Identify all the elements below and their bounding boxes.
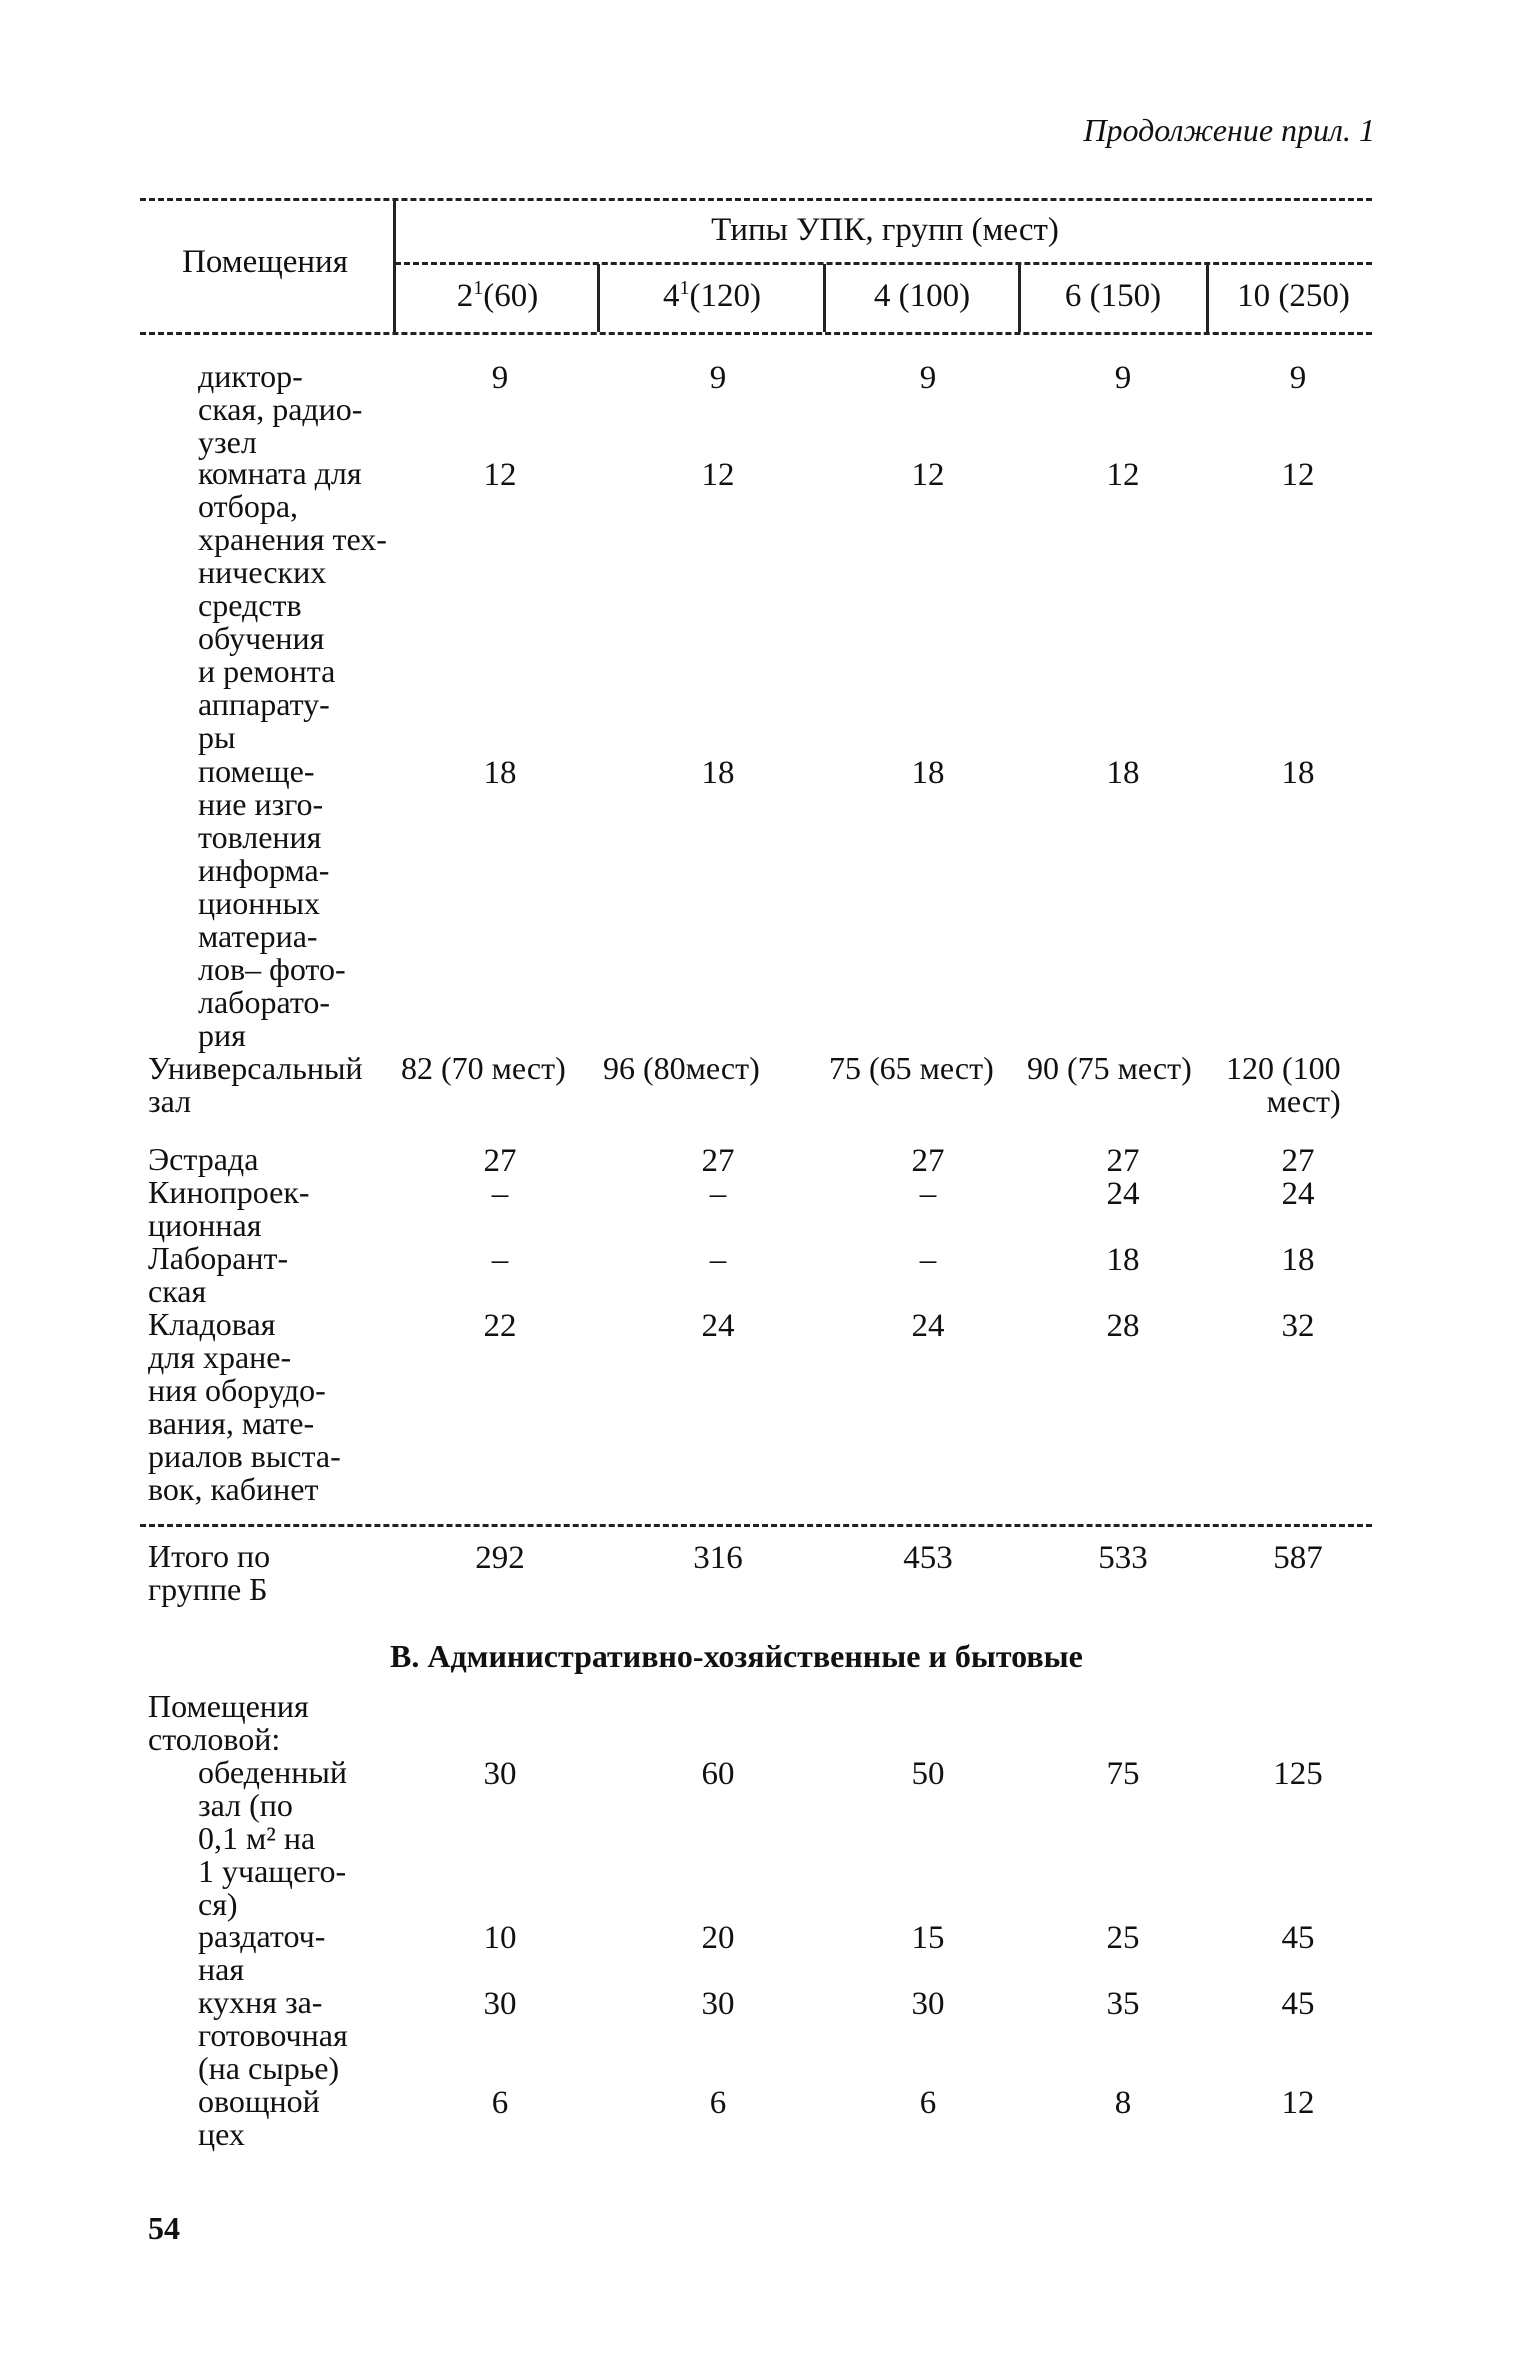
cell-value: 60 [701,1756,735,1792]
row-label: обеденный зал (по 0,1 м² на 1 учащего- ся) [198,1754,347,1922]
cell-value: – [491,1242,509,1278]
row-label: Кладовая для хране- ния оборудо- вания, мате- риалов выста- вок, кабинет [148,1306,341,1507]
cell-value: 27 [483,1143,517,1179]
header-top-rule [140,198,1372,201]
cell-value: 24 [1281,1176,1315,1212]
cell-value: 9 [1114,360,1132,396]
cell-value: 27 [701,1143,735,1179]
cell-value: 30 [911,1986,945,2022]
column-header: $4^1(120)$ [663,277,761,314]
cell-value: 50 [911,1756,945,1792]
types-header: Типы УПК, групп (мест) [711,212,1059,248]
cell-value: 6 [919,2085,937,2121]
cell-value: 12 [911,457,945,493]
cell-value: 18 [483,755,517,791]
column-header: 4 (100) [873,278,971,314]
cell-value: 12 [1106,457,1140,493]
cell-value: 12 [1281,2085,1315,2121]
row-label: Универсальный зал [148,1050,363,1119]
cell-value: 18 [1106,1242,1140,1278]
cell-value: 125 [1273,1756,1323,1792]
total-value: 533 [1098,1540,1148,1576]
col-divider [393,200,396,332]
cell-value: 12 [483,457,517,493]
cell-value: 10 [483,1920,517,1956]
cell-value: 45 [1281,1986,1315,2022]
cell-value: 90 (75 мест) [1027,1050,1192,1086]
cell-value: 18 [1106,755,1140,791]
continuation-note: Продолжение прил. 1 [1083,112,1375,148]
cell-value: 28 [1106,1308,1140,1344]
cell-value: – [709,1242,727,1278]
total-label: Итого по группе Б [148,1538,271,1607]
cell-value: 18 [1281,755,1315,791]
row-label: овощной цех [198,2083,320,2152]
cell-value: 75 [1106,1756,1140,1792]
cell-value: – [491,1176,509,1212]
column-header: 6 (150) [1064,278,1162,314]
cell-value: 30 [483,1756,517,1792]
cell-value: 120 (100 мест) [1226,1050,1341,1119]
col-divider [1018,264,1021,332]
cell-value: 32 [1281,1308,1315,1344]
cell-value: 35 [1106,1986,1140,2022]
cell-value: 22 [483,1308,517,1344]
cell-value: 24 [701,1308,735,1344]
cell-value: 9 [491,360,509,396]
cell-value: 20 [701,1920,735,1956]
cell-value: 8 [1114,2085,1132,2121]
cell-value: 30 [701,1986,735,2022]
section-title: В. Административно-хозяйственные и бытовые [390,1638,1083,1674]
cell-value: 9 [1289,360,1307,396]
row-label: Помещения столовой: [148,1688,309,1757]
cell-value: – [919,1176,937,1212]
cell-value: 27 [911,1143,945,1179]
cell-value: 25 [1106,1920,1140,1956]
total-value: 292 [475,1540,525,1576]
cell-value: 15 [911,1920,945,1956]
cell-value: 9 [709,360,727,396]
cell-value: 18 [1281,1242,1315,1278]
col-divider [1206,264,1209,332]
cell-value: 45 [1281,1920,1315,1956]
cell-value: 82 (70 мест) [401,1050,566,1086]
column-header: 10 (250) [1237,278,1350,314]
cell-value: – [919,1242,937,1278]
cell-value: 9 [919,360,937,396]
col-divider [823,264,826,332]
cell-value: 30 [483,1986,517,2022]
column-header: $2^1(60)$ [456,277,539,314]
row-label: Эстрада [148,1141,259,1177]
row-label: диктор- ская, радио- узел [198,358,363,460]
cell-value: 6 [709,2085,727,2121]
row-label: раздаточ- ная [198,1918,326,1987]
cell-value: 6 [491,2085,509,2121]
header-bottom-rule [140,332,1372,335]
row-label: кухня за- готовочная (на сырье) [198,1984,348,2086]
page-number: 54 [148,2210,180,2246]
row-label: Лаборант- ская [148,1240,289,1309]
cell-value: 27 [1106,1143,1140,1179]
cell-value: – [709,1176,727,1212]
total-rule [140,1524,1372,1527]
cell-value: 24 [1106,1176,1140,1212]
header-mid-rule [395,262,1372,265]
total-value: 316 [693,1540,743,1576]
cell-value: 75 (65 мест) [829,1050,994,1086]
total-value: 587 [1273,1540,1323,1576]
total-value: 453 [903,1540,953,1576]
row-label: помеще- ние изго- товления информа- ционных материа- лов– фото- лаборато- рия [198,753,346,1053]
cell-value: 27 [1281,1143,1315,1179]
cell-value: 24 [911,1308,945,1344]
rooms-header: Помещения [182,244,348,280]
row-label: комната для отбора, хранения тех- нических средств обучения и ремонта аппарату- ры [198,455,387,755]
cell-value: 12 [1281,457,1315,493]
row-label: Кинопроек- ционная [148,1174,310,1243]
cell-value: 96 (80мест) [603,1050,760,1086]
cell-value: 12 [701,457,735,493]
cell-value: 18 [701,755,735,791]
cell-value: 18 [911,755,945,791]
col-divider [597,264,600,332]
